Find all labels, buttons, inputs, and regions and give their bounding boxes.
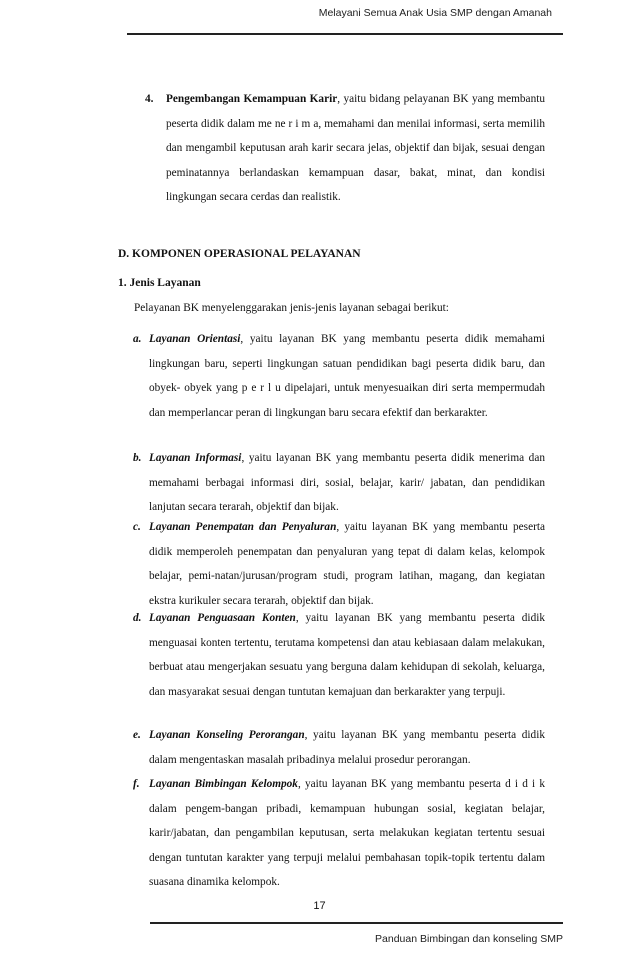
intro-item-text: , yaitu bidang pelayanan BK yang membantu peserta didik dalam me ne r i m a, memahami dan menilai informasi, serta memilih dan mengambil keputusan arah karir secara jelas, objektif dan bijak, sesuai dengan peminatannya berlandaskan kemampuan dasar, bakat, minat, dan kondisi lingkungan secara cerdas dan realistik. [166,93,546,203]
item-letter: e. [133,729,141,741]
lead-paragraph: Pelayanan BK menyelenggarakan jenis-jenis layanan sebagai berikut: [134,302,449,314]
item-term: Layanan Orientasi [149,333,241,345]
list-item [149,723,545,772]
list-item [149,772,545,895]
intro-item-term: Pengembangan Kemampuan Karir [166,93,338,105]
list-item [149,515,545,613]
item-term: Layanan Konseling Perorangan [149,729,305,741]
running-header: Melayani Semua Anak Usia SMP dengan Amanah [318,7,552,19]
item-text: , yaitu layanan BK yang membantu peserta didik memperoleh penempatan dan penyaluran yang tepat di dalam kelas, kelompok belajar, pemi-natan/jurusan/program studi, program latihan, magang, dan kegiatan ekstra kurikuler secara terarah, objektif dan bijak. [149,521,546,607]
item-term: Layanan Penguasaan Konten [149,612,296,624]
item-term: Layanan Bimbingan Kelompok [149,778,298,790]
item-term: Layanan Informasi [149,452,242,464]
header-rule [127,33,563,35]
item-term: Layanan Penempatan dan Penyaluran [149,521,337,533]
page-number: 17 [313,900,326,912]
footer-rule [150,922,563,924]
list-item [149,446,545,520]
list-item [149,606,545,704]
item-text: , yaitu layanan BK yang membantu peserta didik memahami lingkungan baru, seperti lingkungan satuan pendidikan bagi peserta didik baru, dan obyek- obyek yang p e r l u dipelajari, untuk menyesuaikan diri serta mempermudah dan memperlancar peran di lingkungan baru secara efektif dan berkarakter. [149,333,546,419]
running-footer: Panduan Bimbingan dan konseling SMP [375,933,563,945]
item-letter: f. [133,778,140,790]
item-text: , yaitu layanan BK yang membantu peserta didik menerima dan memahami berbagai informasi diri, sosial, belajar, karir/ jabatan, dan pendidikan lanjutan secara terarah, objektif dan bijak. [149,452,545,513]
section-heading: D. KOMPONEN OPERASIONAL PELAYANAN [118,248,361,260]
item-letter: c. [133,521,141,533]
item-text: , yaitu layanan BK yang membantu peserta didik menguasai konten tertentu, terutama kompetensi dan atau kebiasaan dalam melakukan, berbuat atau mengerjakan sesuatu yang berguna dalam kehidupan di sekolah, keluarga, dan masyarakat sesuai dengan tuntutan kemajuan dan berkarakter yang terpuji. [149,612,546,698]
subsection-heading: 1. Jenis Layanan [118,277,201,289]
list-item [149,327,545,425]
item-letter: a. [133,333,142,345]
item-letter: d. [133,612,142,624]
item-letter: b. [133,452,142,464]
item-number: 4. [145,93,154,105]
intro-item-paragraph [166,87,545,210]
item-text: , yaitu layanan BK yang membantu peserta d i d i k dalam pengem-bangan pribadi, kemampuan hubungan sosial, kegiatan belajar, karir/jabatan, dan pengambilan keputusan, serta melakukan kegiatan tertentu sesuai dengan tuntutan karakter yang terpuji melalui pembahasan topik-topik tertentu dalam suasana dinamika kelompok. [149,778,545,888]
item-text: , yaitu layanan BK yang membantu peserta didik dalam mengentaskan masalah pribadinya melalui prosedur perorangan. [149,729,545,766]
